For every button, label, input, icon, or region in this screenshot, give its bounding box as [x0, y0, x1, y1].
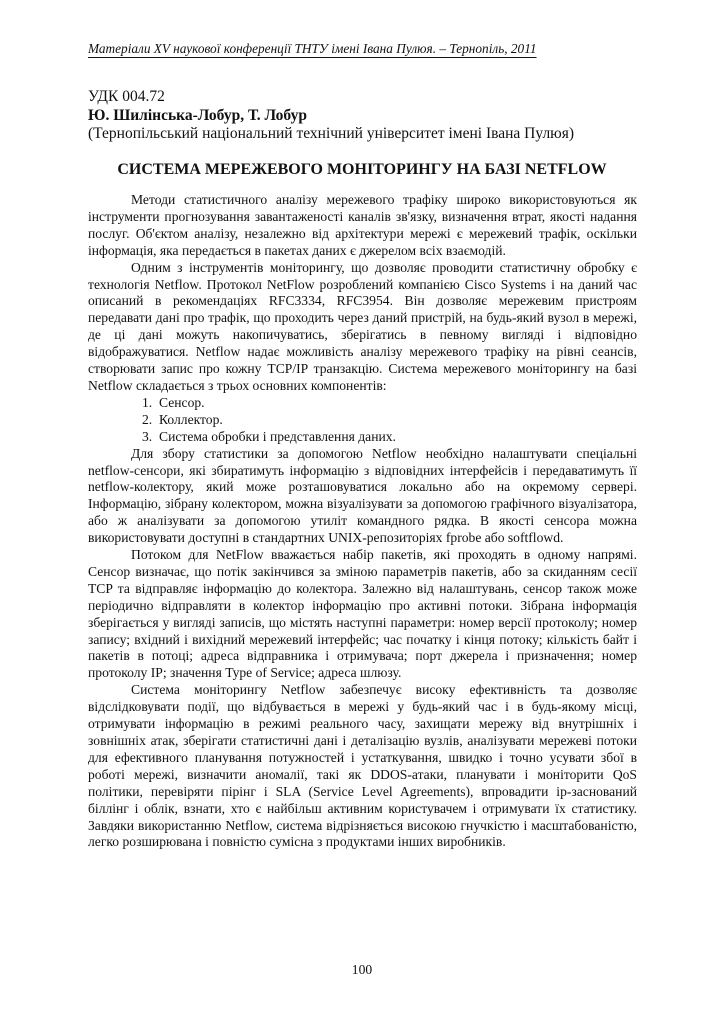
list-text: Коллектор.	[159, 411, 223, 427]
list-item	[142, 429, 637, 446]
authors: Ю. Шилінська-Лобур, Т. Лобур	[88, 106, 307, 124]
running-header: Матеріали XV наукової конференції ТНТУ імені Івана Пулюя. – Тернопіль, 2011	[88, 41, 537, 56]
components-list	[88, 395, 637, 446]
paragraph: Потоком для NetFlow вважається набір пакетів, які проходять в одному напрямі. Сенсор визначає, що потік закінчився за зміною параметрів пакетів, або за скиданням сесії TCP та відправляє інформацію до колектора. Залежно від налаштувань, сенсор також може періодично відправляти в колектор інформацію про активні потоки. Зібрана інформація зберігається у вигляді записів, що містять наступні параметри: номер версії протоколу; номер запису; вхідний і вихідний мережевий інтерфейс; час початку і кінця потоку; кількість байт і пакетів в потоці; адреса відправника і отримувача; порт джерела і призначення; номер протоколу IP; значення Type of Service; адреса шлюзу.	[88, 547, 637, 681]
list-number: 2.	[142, 411, 153, 427]
list-item	[142, 395, 637, 412]
paragraph: Одним з інструментів моніторингу, що дозволяє проводити статистичну обробку є технологія Netflow. Протокол NetFlow розроблений компанією Cisco Systems і на даний час описаний в рекомендаціях RFC3334, RFC3954. Він дозволяє мережевим пристроям передавати дані про трафік, що проходить через даний пристрій, на будь-який вузол в мережі, де ці дані можуть накопичуватись, зберігатись в певному вигляді і відповідно відображуватися. Netflow надає можливість аналізу мережевого трафіку на рівні сеансів, створювати запис про кожну TCP/IP транзакцію. Система мережевого моніторингу на базі Netflow складається з трьох основних компонентів:	[88, 259, 637, 393]
list-text: Система обробки і представлення даних.	[159, 428, 396, 444]
list-item	[142, 412, 637, 429]
udc-code: УДК 004.72	[88, 88, 165, 105]
paragraph: Система моніторингу Netflow забезпечує високу ефективність та дозволяє відслідковувати події, що відбувається в мережі у будь-який час і в будь-якому місці, отримувати інформацію в режимі реального часу, захищати мережу від внутрішніх і зовнішніх атак, зберігати статистичні дані і деталізацію вузлів, аналізувати мережеві потоки для ефективного планування потужностей і устаткування, швидко і точно усувати збої в роботі мережі, визначити аномалії, такі як DDOS-атаки, планувати і моніторити QoS політики, перевіряти пірінг і SLA (Service Level Agreements), впровадити ip-заснований біллінг і облік, взнати, хто є найбільш активним користувачем і отримувати їх статистику. Завдяки використанню Netflow, система відрізняється високою гнучкістю і масштабованістю, легко розширювана і повністю сумісна з продуктами інших виробників.	[88, 682, 637, 850]
list-text: Сенсор.	[159, 394, 205, 410]
affiliation: (Тернопільський національний технічний університет імені Івана Пулюя)	[88, 125, 575, 142]
article-meta	[88, 88, 648, 144]
list-number: 3.	[142, 428, 153, 444]
article-body	[88, 192, 637, 851]
list-number: 1.	[142, 394, 153, 410]
article-title: СИСТЕМА МЕРЕЖЕВОГО МОНІТОРИНГУ НА БАЗІ NETFLOW	[117, 161, 607, 178]
paragraph: Для збору статистики за допомогою Netflow необхідно налаштувати спеціальні netflow-сенсори, які збиратимуть інформацію з відповідних інтерфейсів і передаватимуть її netflow-колектору, який може розташовуватися локально або на окремому сервері. Інформацію, зібрану колектором, можна візуалізувати за допомогою графічного візуалізатора, або ж аналізувати за допомогою утиліт командного рядка. В якості сенсора можна використовувати доступні в стандартних UNIX-репозиторіях fprobe або softflowd.	[88, 445, 637, 546]
page-number: 100	[351, 962, 373, 977]
paragraph: Методи статистичного аналізу мережевого трафіку широко використовуються як інструменти прогнозування завантаженості каналів зв'язку, визначення втрат, якості надання послуг. Об'єктом аналізу, незалежно від архітектури мережі є мережевий трафік, оскільки інформація, яка передається в пакетах даних є джерелом всіх взаємодій.	[88, 192, 637, 258]
